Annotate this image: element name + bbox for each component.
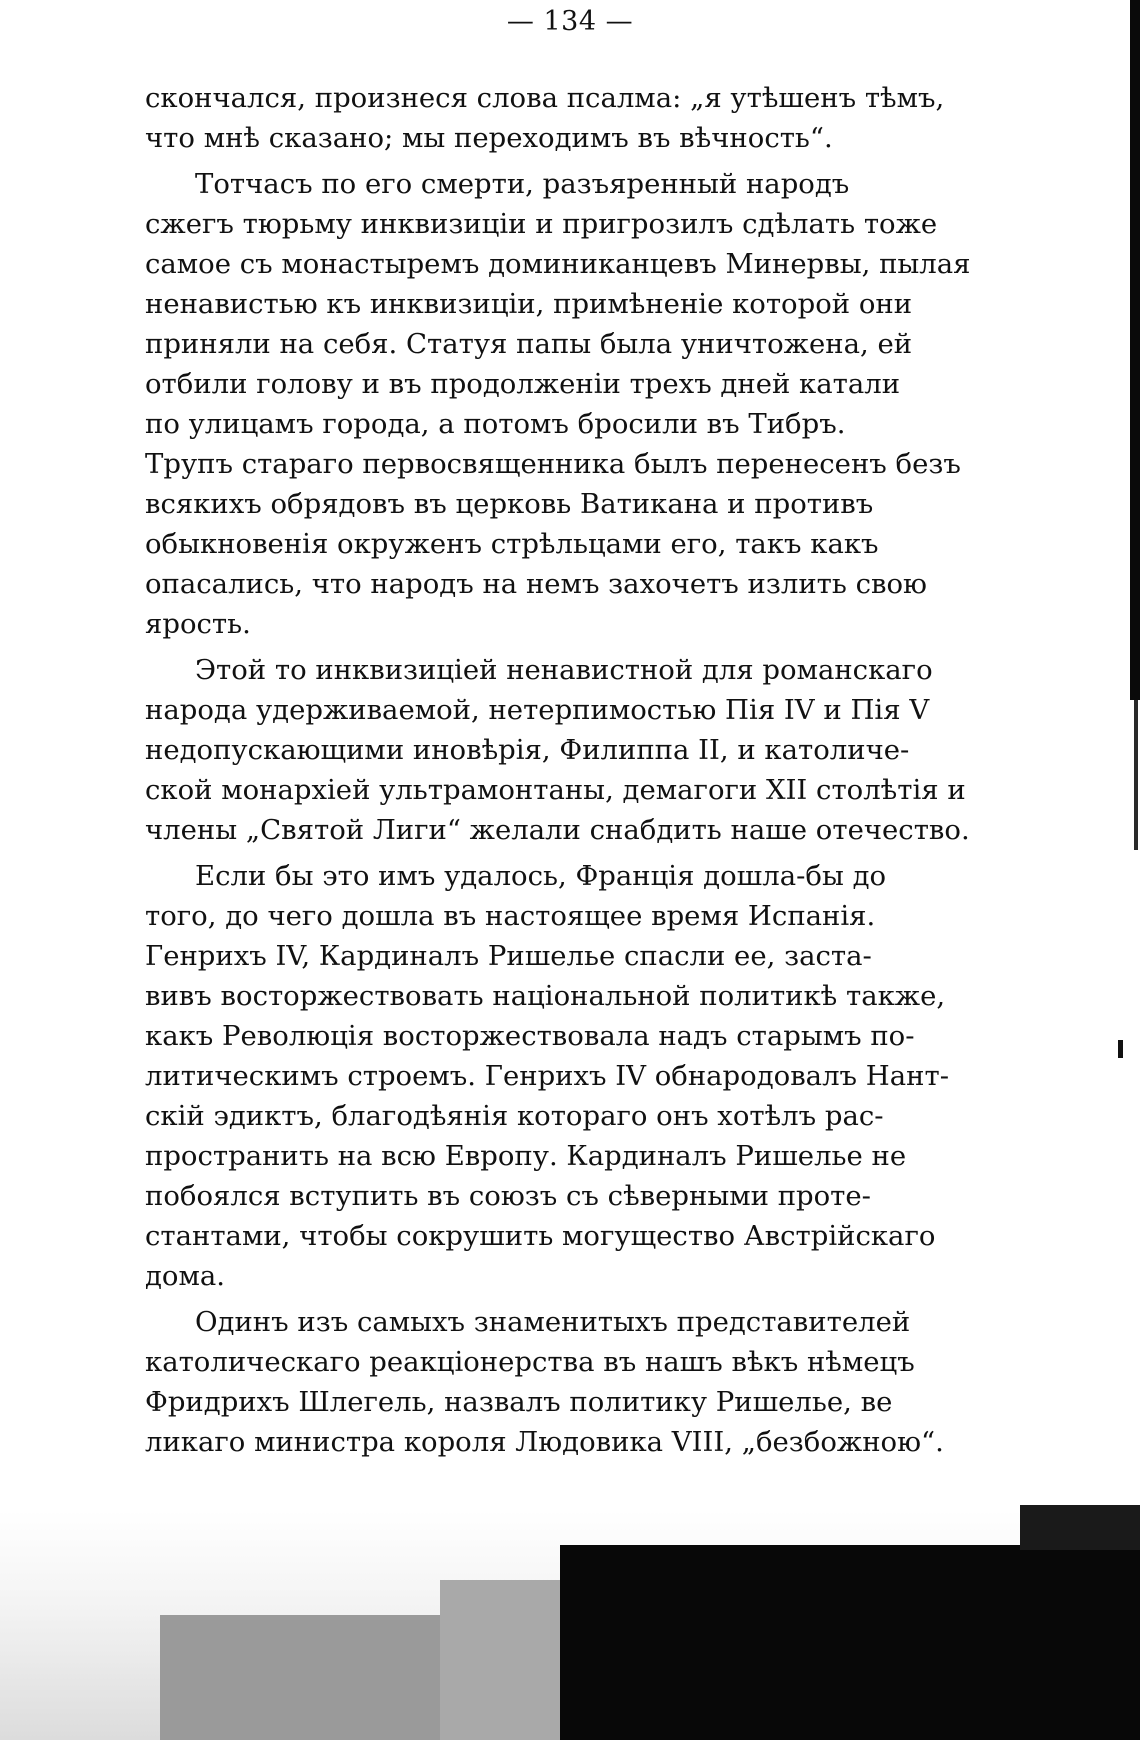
text-line: побоялся вступить въ союзъ съ сѣверными проте- (145, 1180, 871, 1212)
text-line: опасались, что народъ на немъ захочетъ излить свою (145, 568, 927, 600)
text-line: приняли на себя. Статуя папы была уничтожена, ей (145, 328, 913, 360)
text-line: скончался, произнеся слова псалма: „я утѣшенъ тѣмъ, (145, 82, 945, 114)
text-line: католическаго реакціонерства въ нашъ вѣкъ нѣмецъ (145, 1346, 915, 1378)
scan-right-edge-lower (1134, 700, 1138, 850)
text-line: Если бы это имъ удалось, Францiя дошла-бы до (195, 860, 887, 892)
text-line: самое съ монастыремъ доминиканцевъ Минервы, пылая (145, 248, 971, 280)
text-line: Тотчасъ по его смерти, разъяренный народъ (195, 168, 850, 200)
text-line: Трупъ стараго первосвященника былъ перенесенъ безъ (145, 448, 961, 480)
text-line: Этой то инквизиціей ненавистной для романскаго (195, 654, 933, 686)
text-line: сжегъ тюрьму инквизиціи и пригрозилъ сдѣлать тоже (145, 208, 938, 240)
scan-dark-corner (1020, 1505, 1140, 1550)
margin-mark (1118, 1040, 1123, 1058)
text-line: стантами, чтобы сокрушить могущество Австрійскаго (145, 1220, 936, 1252)
text-line: по улицамъ города, а потомъ бросили въ Тибръ. (145, 408, 846, 440)
text-line: всякихъ обрядовъ въ церковь Ватикана и противъ (145, 488, 874, 520)
page-number: — 134 — (506, 6, 634, 37)
text-line: литическимъ строемъ. Генрихъ IV обнародовалъ Нант- (145, 1060, 949, 1092)
text-line: ярость. (145, 608, 251, 640)
text-line: какъ Революція восторжествовала надъ старымъ по- (145, 1020, 915, 1052)
text-line: члены „Святой Лиги“ желали снабдить наше отечество. (145, 814, 970, 846)
scan-right-edge (1130, 0, 1140, 700)
text-line: обыкновенія окруженъ стрѣльцами его, такъ какъ (145, 528, 879, 560)
text-line: вивъ восторжествовать національной политикѣ также, (145, 980, 946, 1012)
text-line: ликаго министра короля Людовика VIII, „безбожною“. (145, 1426, 944, 1458)
text-line: Фридрихъ Шлегель, назвалъ политику Ришелье, ве (145, 1386, 893, 1418)
text-line: народа удерживаемой, нетерпимостью Пія IV и Пія V (145, 694, 930, 726)
text-line: Генрихъ IV, Кардиналъ Ришелье спасли ее, заста- (145, 940, 872, 972)
body-text (145, 78, 977, 1462)
text-line: что мнѣ сказано; мы переходимъ въ вѣчность“. (145, 122, 833, 154)
text-line: отбили голову и въ продолженіи трехъ дней катали (145, 368, 901, 400)
scan-dark-patch (560, 1545, 1140, 1740)
text-line: того, до чего дошла въ настоящее время Испанія. (145, 900, 876, 932)
text-line: Одинъ изъ самыхъ знаменитыхъ представителей (195, 1306, 911, 1338)
text-line: пространить на всю Европу. Кардиналъ Ришелье не (145, 1140, 907, 1172)
text-line: недопускающими иновѣрія, Филиппа II, и католиче- (145, 734, 910, 766)
text-line: ской монархіей ультрамонтаны, демагоги XII столѣтія и (145, 774, 966, 806)
text-line: ненавистью къ инквизиціи, примѣненіе которой они (145, 288, 913, 320)
text-line: дома. (145, 1260, 226, 1292)
text-line: скій эдиктъ, благодѣянія котораго онъ хотѣлъ рас- (145, 1100, 884, 1132)
scan-gray-patch-2 (440, 1580, 560, 1740)
